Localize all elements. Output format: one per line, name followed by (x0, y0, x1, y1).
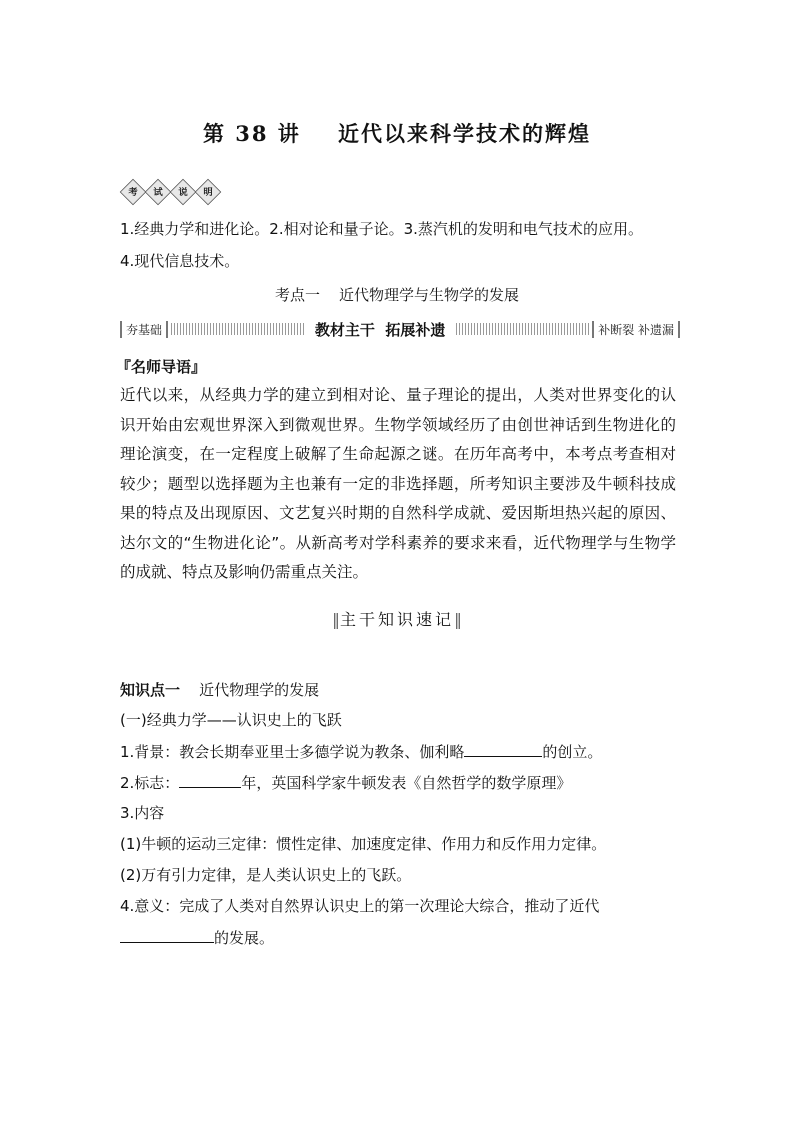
fill-in-blank (464, 741, 542, 757)
background-line: 1.背景：教会长期奉亚里士多德学说为教条、伽利略 的创立。 (120, 743, 603, 761)
section-heading: 考点一 近代物理学与生物学的发展 (274, 286, 520, 304)
significance-line-2: 的发展。 (120, 927, 274, 948)
badge-char: 试 (145, 179, 171, 205)
knowledge-point-label: 知识点一 (120, 681, 181, 699)
fill-in-blank (120, 927, 214, 943)
sub-heading: (一)经典力学——认识史上的飞跃 (120, 711, 342, 729)
content-heading: 3.内容 (120, 804, 165, 822)
exam-requirements-line-2: 4.现代信息技术。 (120, 252, 240, 270)
significance-line-1: 4.意义：完成了人类对自然界认识史上的第一次理论大综合，推动了近代 (120, 897, 600, 915)
exam-requirements-line-1: 1.经典力学和进化论。2.相对论和量子论。3.蒸汽机的发明和电气技术的应用。 (120, 220, 643, 238)
knowledge-point-title (120, 679, 319, 700)
banner-dotted-fill (456, 323, 589, 335)
knowledge-point-name: 近代物理学的发展 (199, 681, 320, 699)
page-title: 第 38 讲 近代以来科学技术的辉煌 (202, 121, 592, 146)
banner-dotted-fill (171, 323, 304, 335)
content-item-1: (1)牛顿的运动三定律：惯性定律、加速度定律、作用力和反作用力定律。 (120, 835, 607, 853)
badge-char: 考 (120, 179, 146, 205)
exam-description-badge (121, 180, 221, 204)
content-item-2: (2)万有引力定律，是人类认识史上的飞跃。 (120, 866, 412, 884)
teacher-guide-text: 近代以来，从经典力学的建立到相对论、量子理论的提出，人类对世界变化的认识开始由宏观世界深入到微观世界。生物学领域经历了由创世神话到生物进化的理论演变，在一定程度上破解了生命起源之谜。在历年高考中，本考点考查相对较少；题型以选择题为主也兼有一定的非选择题，所考知识主要涉及牛顿科技成果的特点及出现原因、文艺复兴时期的自然科学成就、爱因斯坦热兴起的原因、达尔文的“生物进化论”。从新高考对学科素养的要求来看，近代物理学与生物学的成就、特点及影响仍需重点关注。 (120, 386, 676, 581)
section-banner (120, 318, 680, 340)
banner-left-label: 夯基础 (120, 321, 168, 338)
symbol-line: 2.标志： 年，英国科学家牛顿发表《自然哲学的数学原理》 (120, 774, 572, 792)
teacher-guide-title: 『名师导语』 (116, 358, 207, 376)
banner-right-label: 补断裂 补遗漏 (592, 321, 680, 338)
right-double-bar-icon: ‖ (454, 610, 462, 629)
left-double-bar-icon: ‖ (331, 610, 340, 629)
knowledge-box-title: ‖主干知识速记‖ (331, 610, 462, 629)
badge-char: 说 (170, 179, 196, 205)
fill-in-blank (179, 772, 241, 788)
banner-center-label: 教材主干 拓展补遗 (314, 320, 446, 339)
badge-char: 明 (195, 179, 221, 205)
